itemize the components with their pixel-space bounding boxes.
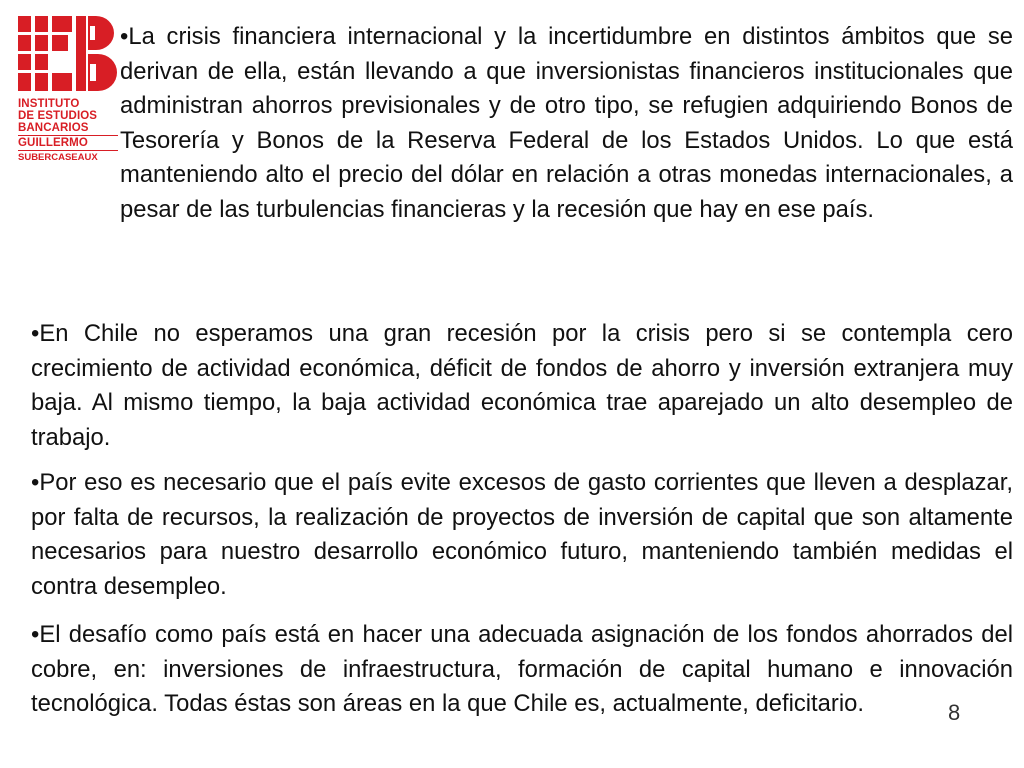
logo-divider-2	[18, 150, 118, 151]
bullet-paragraph-spending: •Por eso es necesario que el país evite excesos de gasto corrientes que lleven a desplazar, por falta de recursos, la realización de proyectos de inversión de capital que son altamente necesarios para nuestro desarrollo económico futuro, manteniendo también medidas el contra desempleo.	[31, 469, 1013, 600]
logo-line-2: DE ESTUDIOS	[18, 110, 98, 122]
logo-wordmark	[18, 98, 118, 164]
logo-divider	[18, 135, 118, 136]
slide-number: 8	[948, 700, 961, 725]
bullet-paragraph-challenge: •El desafío como país está en hacer una adecuada asignación de los fondos ahorrados del cobre, en: inversiones de infraestructura, formación de capital humano e innovación tecnológica. Todas éstas son áreas en la que Chile es, actualmente, deficitario.	[31, 621, 1013, 718]
bullet-paragraph-chile: •En Chile no esperamos una gran recesión por la crisis pero si se contempla cero crecimiento de actividad económica, déficit de fondos de ahorro y inversión extranjera muy baja. Al mismo tiempo, la baja actividad económica trae aparejado un alto desempleo de trabajo.	[31, 320, 1013, 451]
ieb-logo-mark-icon	[18, 16, 118, 94]
logo-line-5: SUBERCASEAUX	[18, 152, 98, 163]
bullet-paragraph-crisis: •La crisis financiera internacional y la incertidumbre en distintos ámbitos que se derivan de ella, están llevando a que inversionistas financieros institucionales que administran ahorros previsionales y de otro tipo, se refugien adquiriendo Bonos de Tesorería y Bonos de la Reserva Federal de los Estados Unidos. Lo que está manteniendo alto el precio del dólar en relación a otras monedas internacionales, a pesar de las turbulencias financieras y la recesión que hay en ese país.	[120, 23, 1013, 223]
logo-line-4: GUILLERMO	[18, 137, 88, 149]
institute-logo	[18, 16, 118, 164]
logo-line-3: BANCARIOS	[18, 122, 89, 134]
logo-line-1: INSTITUTO	[18, 98, 80, 110]
